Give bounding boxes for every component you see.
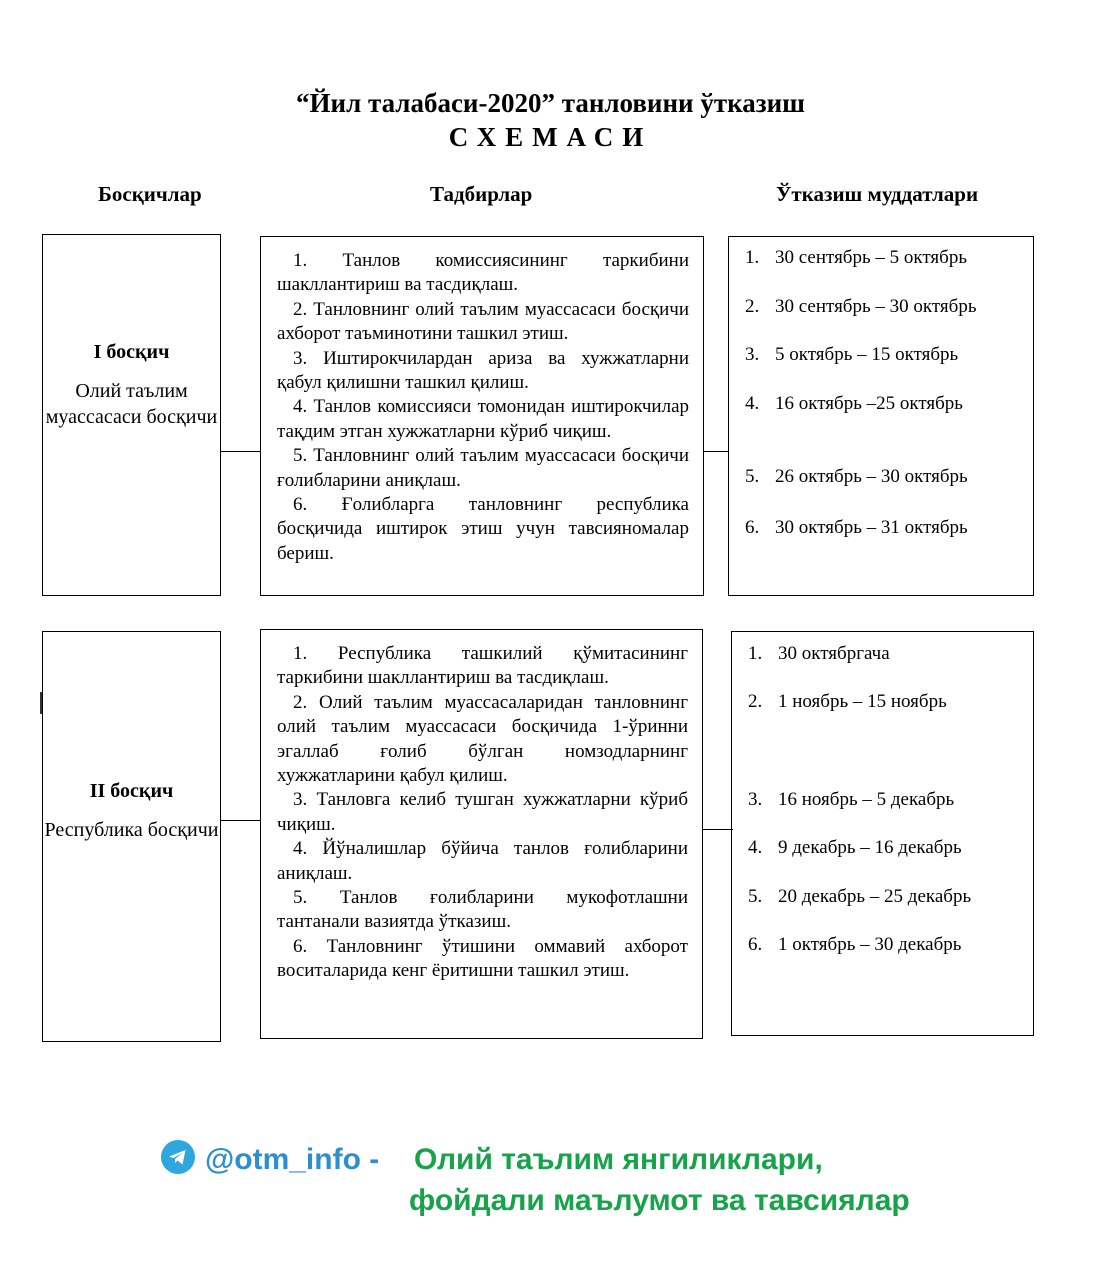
stage2-connector-right [703, 829, 733, 830]
activity-item [277, 249, 689, 298]
deadline-item [745, 517, 968, 539]
activity-item [277, 935, 688, 984]
activity-item [277, 444, 689, 493]
footer-tagline-line2: фойдали маълумот ва тавсиялар [409, 1184, 910, 1217]
footer-tagline-line1: Олий таълим янгиликлари, [414, 1143, 823, 1176]
deadline-number: 4. [748, 837, 763, 858]
deadline-text: 1 ноябрь – 15 ноябрь [778, 691, 947, 712]
activity-text: Иштирокчилардан ариза ва хужжатларни қабул қилишни ташкил қилиш. [277, 347, 690, 394]
deadline-text: 20 декабрь – 25 декабрь [778, 886, 972, 907]
activity-text: Танловнинг олий таълим муассасаси босқичи ахборот таъминотини ташкил этиш. [277, 298, 690, 345]
stage1-activities-box [260, 236, 704, 596]
deadline-item [745, 296, 977, 318]
stage2-description: Республика босқичи [44, 819, 219, 841]
stage2-activities-box [260, 629, 703, 1039]
activity-text: Ғолибларга танловнинг республика босқичида иштирок этиш учун тавсияномалар бериш. [277, 494, 689, 564]
activity-number: 6. [293, 935, 327, 957]
activity-text: Танловнинг ўтишини оммавий ахборот воситаларида кенг ёритишни ташкил этиш. [277, 935, 688, 982]
stage1-connector-left [221, 451, 261, 452]
deadline-item [745, 344, 958, 366]
deadline-number: 3. [745, 344, 760, 365]
stage2-box [42, 631, 221, 1042]
activity-number: 3. [293, 789, 317, 811]
activity-number: 2. [293, 298, 314, 320]
stage1-box [42, 234, 221, 596]
footer-handle[interactable]: @otm_info - [205, 1143, 380, 1176]
deadline-item [745, 247, 967, 269]
document-subtitle: СХЕМАСИ [448, 122, 653, 152]
activity-text: Танловга келиб тушган хужжатларни кўриб чиқиш. [277, 789, 689, 835]
deadline-number: 6. [748, 934, 763, 955]
deadline-text: 16 ноябрь – 5 декабрь [778, 789, 955, 810]
deadline-number: 2. [745, 296, 760, 317]
deadline-number: 4. [745, 393, 760, 414]
deadline-item [748, 886, 971, 908]
activity-item [277, 347, 689, 396]
activity-text: Танлов комиссияси томонидан иштирокчилар тақдим этган хужжатларни кўриб чиқиш. [277, 396, 689, 442]
activity-number: 4. [293, 396, 314, 418]
activity-number: 6. [293, 494, 342, 516]
stage2-label: II босқич [89, 780, 174, 802]
stage1-connector-right [704, 451, 729, 452]
deadline-text: 30 октябрь – 31 октябрь [775, 517, 968, 538]
activity-number: 1. [293, 643, 338, 664]
stage1-label: I босқич [93, 341, 170, 363]
activity-item [277, 837, 688, 886]
deadline-text: 30 сентябрь – 30 октябрь [775, 296, 977, 317]
activity-item [277, 886, 688, 935]
deadline-text: 9 декабрь – 16 декабрь [778, 837, 962, 858]
activity-text: Республика ташкилий қўмитасининг таркибини шакллантириш ва тасдиқлаш. [277, 643, 689, 689]
deadline-item [748, 837, 962, 859]
activity-number: 5. [293, 445, 314, 467]
deadline-number: 3. [748, 789, 763, 810]
deadline-item [748, 643, 890, 665]
document-title: “Йил талабаси-2020” танловини ўтказиш [296, 88, 805, 118]
deadline-item [745, 393, 963, 415]
deadline-item [748, 691, 947, 713]
deadline-number: 5. [748, 886, 763, 907]
activity-text: Олий таълим муассасаларидан танловнинг олий таълим муассасаси босқичида 1-ўринни эгаллаб ғолиб бўлган номзодларнинг хужжатларини қабул қилиш. [277, 691, 688, 787]
deadline-number: 1. [745, 247, 760, 268]
deadline-text: 26 октябрь – 30 октябрь [775, 466, 968, 487]
activity-number: 2. [293, 691, 319, 713]
activity-text: Танлов ғолибларини мукофотлашни тантанали вазиятда ўтказиш. [277, 887, 688, 933]
deadline-text: 30 сентябрь – 5 октябрь [775, 247, 967, 268]
deadline-number: 1. [748, 643, 763, 664]
deadline-text: 1 октябрь – 30 декабрь [778, 934, 962, 955]
deadline-text: 5 октябрь – 15 октябрь [775, 344, 959, 365]
column-heading-deadlines: Ўтказиш муддатлари [776, 182, 979, 206]
deadline-text: 16 октябрь –25 октябрь [775, 393, 963, 414]
stage1-description: Олий таълим муассасаси босқичи [45, 380, 218, 428]
deadline-number: 2. [748, 691, 763, 712]
stage1-activities-list [261, 237, 703, 566]
column-heading-activities: Тадбирлар [430, 182, 533, 206]
activity-text: Танлов комиссиясининг таркибини шакллантириш ва тасдиқлаш. [277, 250, 689, 296]
activity-text: Йўналишлар бўйича танлов ғолибларини аниқлаш. [277, 838, 688, 884]
deadline-item [745, 466, 968, 488]
stage2-activities-list [261, 630, 702, 984]
activity-item [277, 642, 688, 691]
deadline-item [748, 934, 961, 956]
column-heading-stages: Босқичлар [98, 182, 202, 206]
activity-text: Танловнинг олий таълим муассасаси босқичи ғолибларини аниқлаш. [277, 445, 690, 491]
stage1-deadlines-box [728, 236, 1034, 596]
activity-item [277, 493, 689, 566]
margin-mark [40, 692, 42, 714]
activity-number: 1. [293, 250, 343, 271]
activity-item [277, 395, 689, 444]
activity-number: 5. [293, 887, 340, 909]
telegram-icon [161, 1140, 195, 1174]
activity-item [277, 691, 688, 789]
deadline-number: 6. [745, 517, 760, 538]
stage2-deadlines-box [731, 631, 1034, 1036]
activity-item [277, 788, 688, 837]
activity-number: 3. [293, 347, 324, 369]
activity-item [277, 298, 689, 347]
activity-number: 4. [293, 838, 323, 860]
stage2-connector-left [221, 820, 261, 821]
deadline-number: 5. [745, 466, 760, 487]
deadline-text: 30 октябргача [778, 643, 890, 664]
deadline-item [748, 789, 954, 811]
